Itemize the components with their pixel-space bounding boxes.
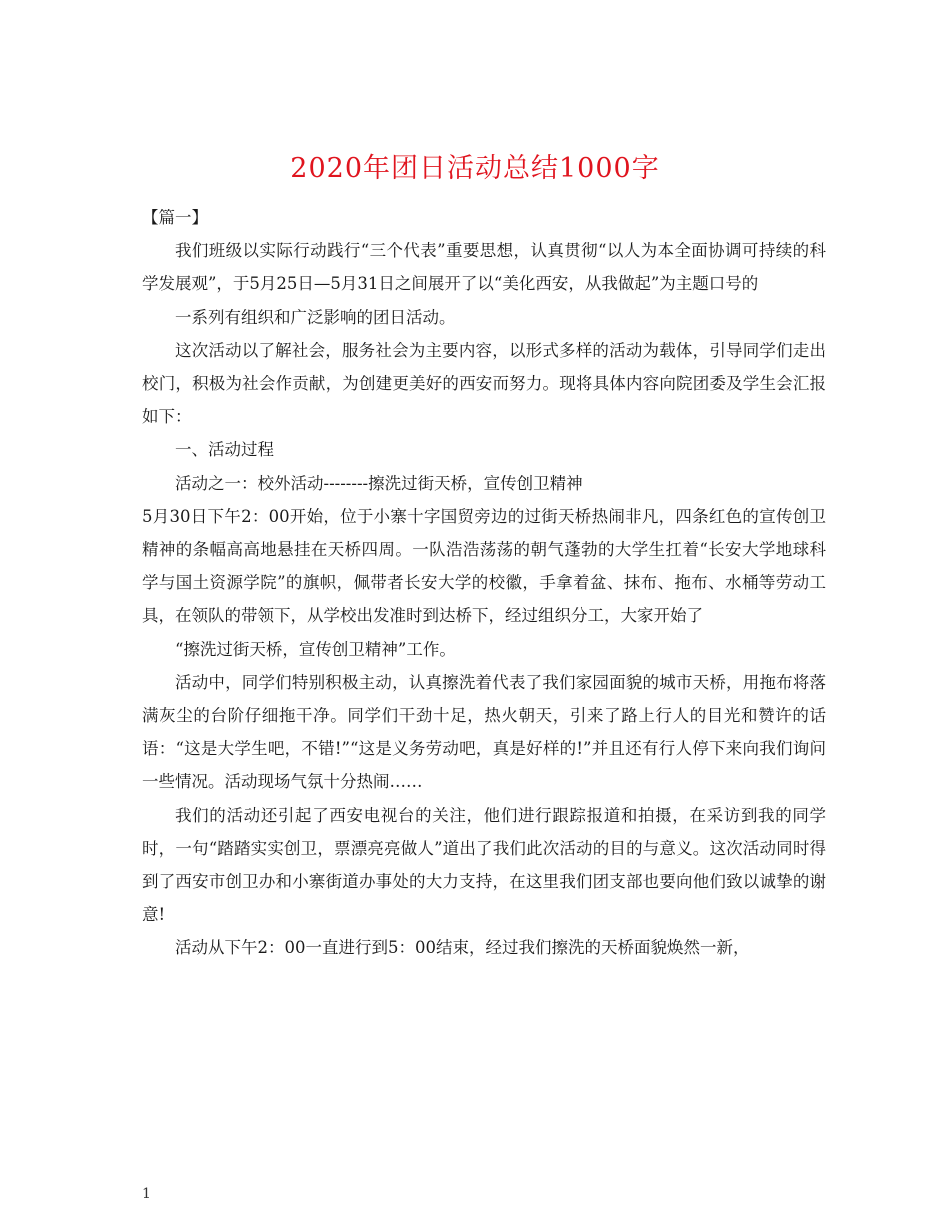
paragraph: 活动从下午2：00一直进行到5：00结束，经过我们擦洗的天桥面貌焕然一新， xyxy=(175,938,750,958)
document-body xyxy=(142,201,826,965)
activity-heading: 活动之一：校外活动--------擦洗过街天桥，宣传创卫精神 xyxy=(175,473,583,493)
document-title: 2020年团日活动总结1000字 xyxy=(290,153,660,185)
paragraph: 我们班级以实际行动践行“三个代表”重要思想，认真贯彻“以人为本全面协调可持续的科学发展观”，于5月25日—5月31日之间展开了以“美化西安，从我做起”为主题口号的 xyxy=(142,241,826,294)
paragraph: 我们的活动还引起了西安电视台的关注，他们进行跟踪报道和拍摄，在采访到我的同学时，一句“踏踏实实创卫，票漂亮亮做人”道出了我们此次活动的目的与意义。这次活动同时得到了西安市创卫办和小寨街道办事处的大力支持，在这里我们团支部也要向他们致以诚挚的谢意! xyxy=(142,805,826,925)
paragraph: “擦洗过街天桥，宣传创卫精神”工作。 xyxy=(175,639,456,659)
paragraph: 这次活动以了解社会，服务社会为主要内容，以形式多样的活动为载体，引导同学们走出校门，积极为社会作贡献，为创建更美好的西安而努力。现将具体内容向院团委及学生会汇报如下： xyxy=(142,340,826,427)
paragraph: 一系列有组织和广泛影响的团日活动。 xyxy=(175,307,456,327)
section-heading: 一、活动过程 xyxy=(175,440,274,460)
section-label: 【篇一】 xyxy=(142,208,208,227)
paragraph: 活动中，同学们特别积极主动，认真擦洗着代表了我们家园面貌的城市天桥，用拖布将落满灰尘的台阶仔细拖干净。同学们干劲十足，热火朝天，引来了路上行人的目光和赞许的话语：“这是大学生吧，不错!”“这是义务劳动吧，真是好样的!”并且还有行人停下来向我们询问一些情况。活动现场气氛十分热闹…… xyxy=(142,672,826,792)
page-number: 1 xyxy=(142,1186,151,1202)
paragraph: 5月30日下午2：00开始，位于小寨十字国贸旁边的过街天桥热闹非凡，四条红色的宣传创卫精神的条幅高高地悬挂在天桥四周。一队浩浩荡荡的朝气蓬勃的大学生扛着“长安大学地球科学与国土资源学院”的旗帜，佩带者长安大学的校徽，手拿着盆、抹布、拖布、水桶等劳动工具，在领队的带领下，从学校出发准时到达桥下，经过组织分工，大家开始了 xyxy=(142,506,826,626)
